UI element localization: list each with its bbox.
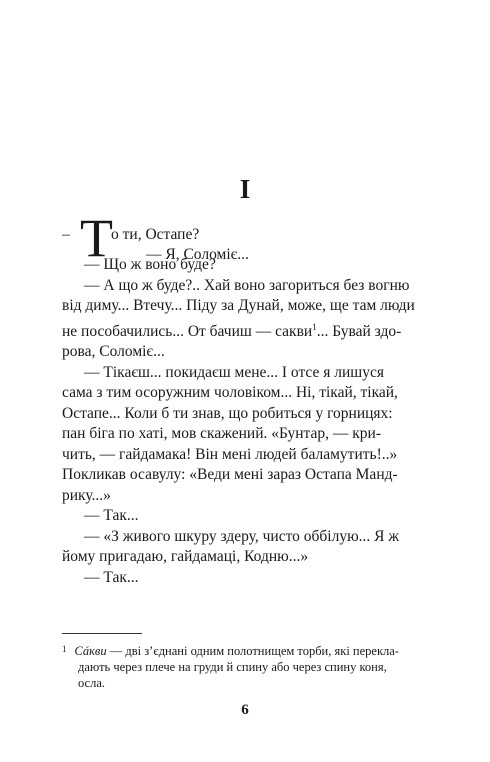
text-line: від диму... Втечу... Піду за Дунай, може, ще там люди bbox=[62, 297, 415, 314]
footnote-line: осла. bbox=[78, 676, 106, 690]
text-line: — «З живого шкуру здеру, чисто оббілую... Я ж bbox=[84, 527, 400, 545]
text-line: — Так... bbox=[84, 507, 139, 524]
opening-line-2: — Я, Соломіє... bbox=[146, 246, 249, 263]
text-line bbox=[62, 317, 432, 343]
page-number: 6 bbox=[241, 702, 249, 718]
text-line: пан біга по хаті, мов скажений. «Бунтар, — кри- bbox=[62, 425, 382, 442]
text-line: Остапе... Коли б ти знав, що робиться у горницях: bbox=[62, 404, 393, 422]
footnote-line: дають через плече на груди й спину або через спину коня, bbox=[78, 660, 387, 674]
footnote-divider bbox=[62, 633, 142, 634]
text-line: — Що ж воно буде? bbox=[84, 256, 216, 273]
text-line: — Так... bbox=[84, 568, 139, 586]
opening-dash: – bbox=[62, 226, 70, 243]
text-line: — Тікаєш... покидаєш мене... І отсе я лишуся bbox=[84, 363, 384, 381]
text-line: рова, Соломіє... bbox=[62, 343, 165, 360]
opening-line-1: о ти, Остапе? bbox=[111, 226, 200, 243]
footnote-line bbox=[62, 641, 432, 659]
text-line: чить, — гайдамака! Він мені людей баламутить!..» bbox=[62, 445, 398, 463]
drop-cap: Т bbox=[80, 208, 113, 268]
main-text bbox=[62, 208, 432, 588]
text-line: — А що ж буде?.. Хай воно загориться без вогню bbox=[84, 276, 410, 294]
footnote-term: Сáкви bbox=[74, 644, 107, 658]
footnote-text: — дві з’єднані одним полотнищем торби, які перекла- bbox=[106, 644, 399, 658]
footnote-mark: 1 bbox=[62, 644, 67, 654]
text-line: сама з тим осоружним чоловіком... Ні, тікай, тікай, bbox=[62, 384, 398, 401]
text-line-part: не пособачились... От бачиш — сакви bbox=[62, 322, 313, 340]
chapter-heading: I bbox=[239, 174, 251, 204]
text-line-part: ... Бувай здо- bbox=[316, 322, 402, 340]
footnote-reference: 1 bbox=[312, 321, 317, 332]
text-line: йому пригадаю, гайдамаці, Кодню...» bbox=[62, 548, 309, 565]
text-line: Покликав осавулу: «Веди мені зараз Остапа Манд- bbox=[62, 466, 398, 483]
footnote bbox=[62, 641, 432, 691]
text-line: рику...» bbox=[62, 486, 111, 504]
